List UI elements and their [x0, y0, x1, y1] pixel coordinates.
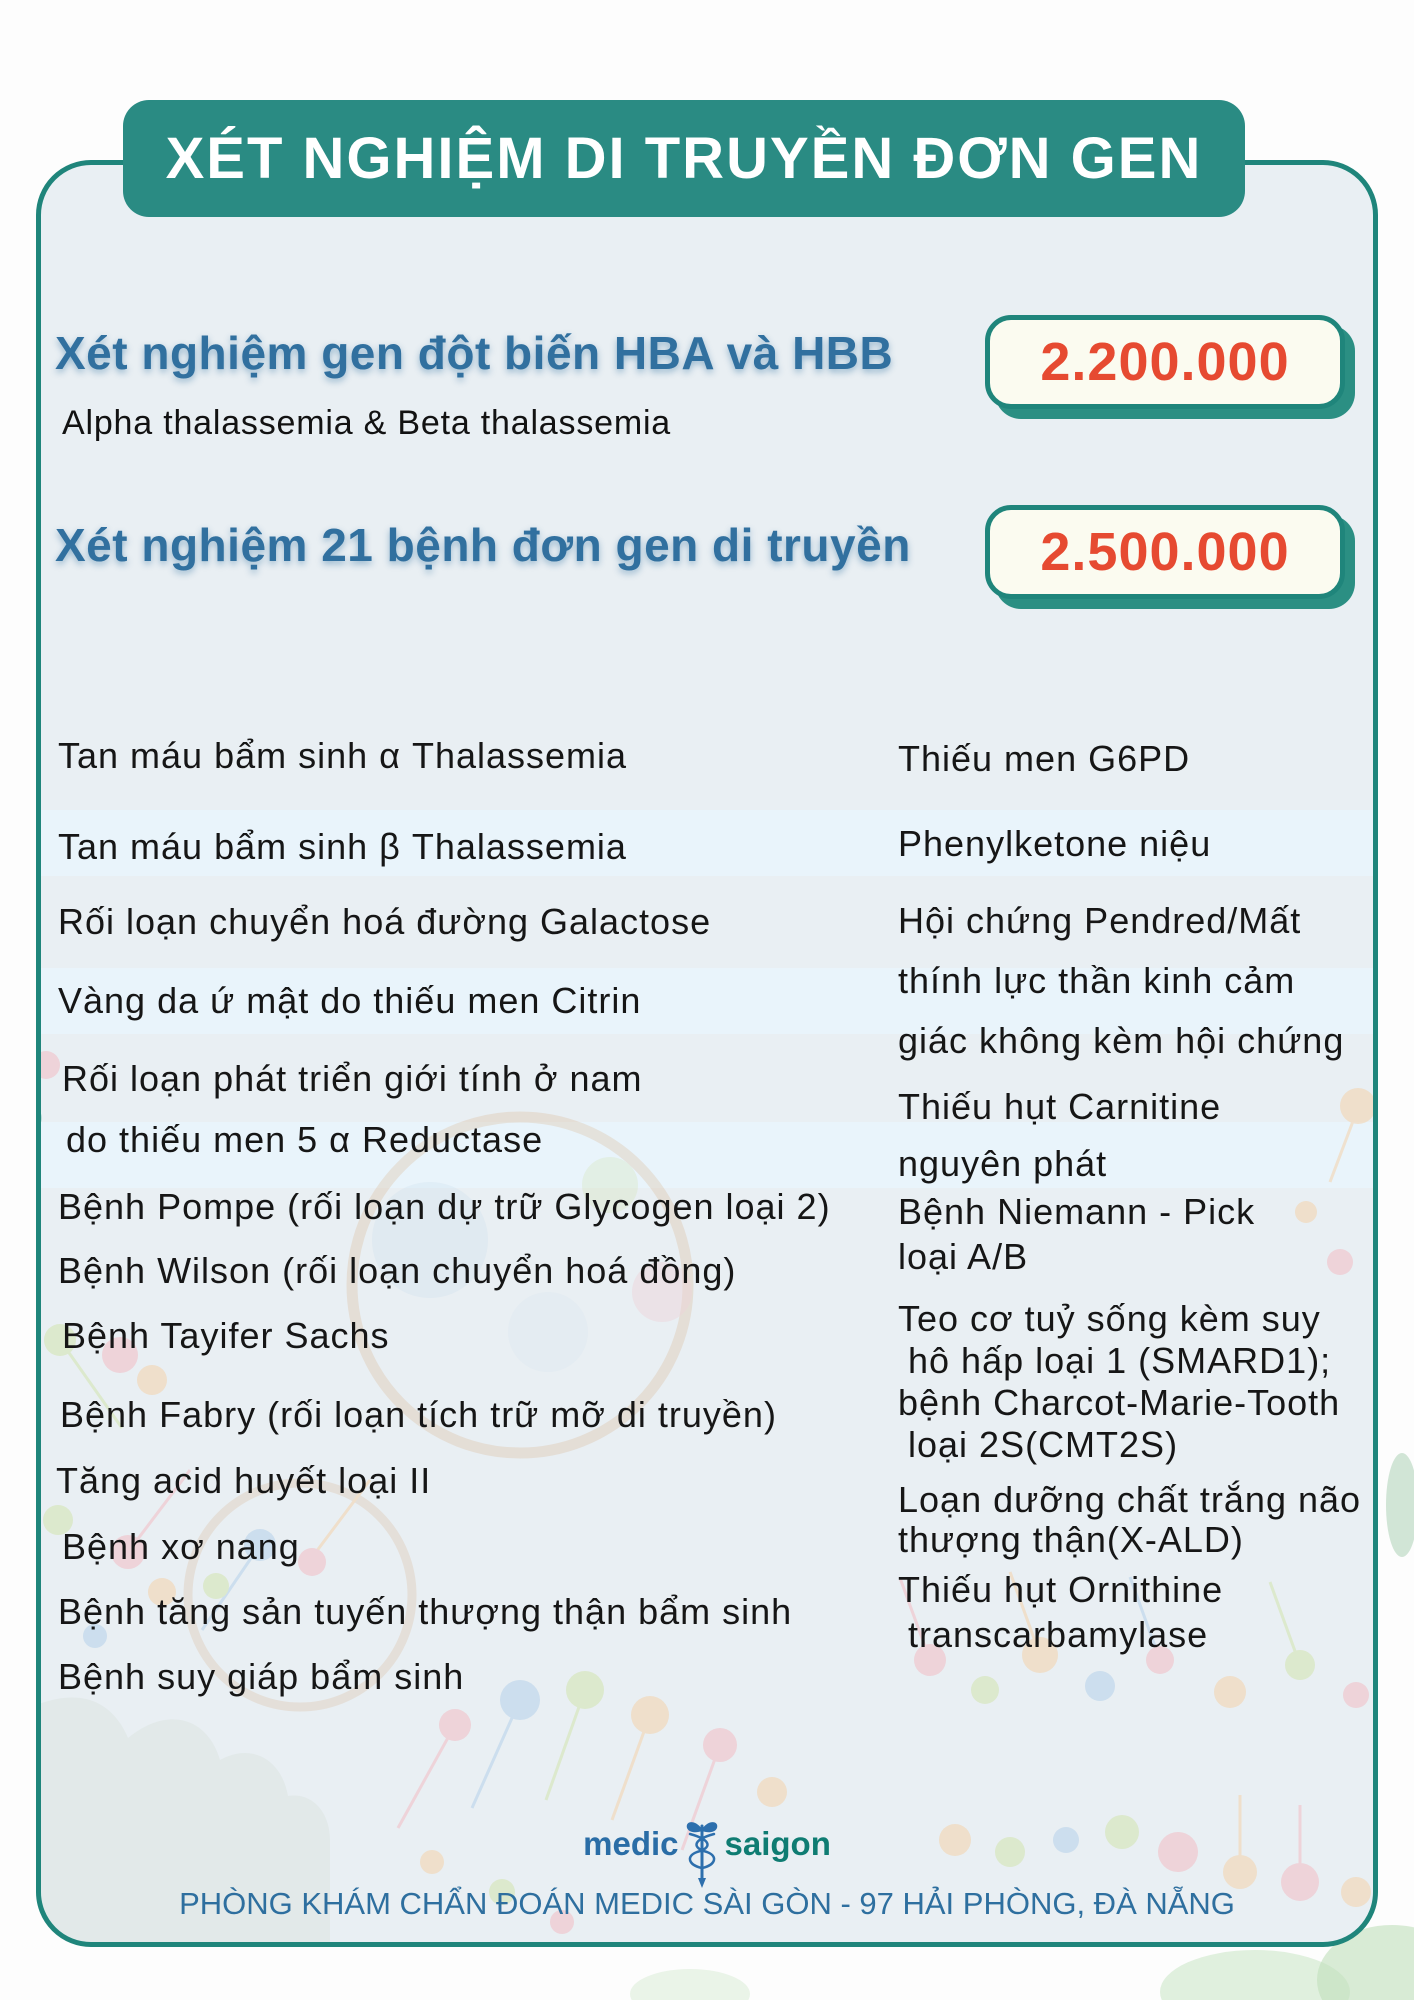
disease-item: Tăng acid huyết loại II — [56, 1460, 432, 1501]
disease-item: Bệnh Wilson (rối loạn chuyển hoá đồng) — [58, 1250, 737, 1291]
clinic-logo — [0, 1818, 1414, 1890]
disease-item: transcarbamylase — [908, 1614, 1209, 1655]
test-1-price-box — [985, 315, 1345, 409]
logo-medic-text: medic — [583, 1825, 679, 1862]
disease-item: Teo cơ tuỷ sống kèm suy — [898, 1298, 1321, 1339]
disease-item: Hội chứng Pendred/Mất — [898, 900, 1302, 941]
disease-item: do thiếu men 5 α Reductase — [66, 1119, 544, 1160]
disease-item: thính lực thần kinh cảm — [898, 960, 1296, 1001]
poster-title: XÉT NGHIỆM DI TRUYỀN ĐƠN GEN — [165, 126, 1203, 191]
disease-item: giác không kèm hội chứng — [898, 1020, 1345, 1061]
disease-item: Bệnh tăng sản tuyến thượng thận bẩm sinh — [58, 1591, 793, 1632]
disease-item: Tan máu bẩm sinh β Thalassemia — [58, 826, 627, 867]
disease-item: loại A/B — [898, 1236, 1029, 1277]
test-1-price: 2.200.000 — [1040, 332, 1290, 392]
header-banner — [123, 100, 1245, 217]
caduceus-icon — [682, 1818, 722, 1890]
test-2-name: Xét nghiệm 21 bệnh đơn gen di truyền — [55, 519, 911, 571]
disease-item: Rối loạn chuyển hoá đường Galactose — [58, 901, 712, 942]
logo-saigon-text: saigon — [724, 1825, 831, 1862]
disease-item: Bệnh Tayifer Sachs — [62, 1315, 390, 1356]
disease-item: Phenylketone niệu — [898, 823, 1212, 864]
disease-item: Loạn dưỡng chất trắng não — [898, 1479, 1362, 1520]
disease-item: Bệnh Niemann - Pick — [898, 1191, 1256, 1232]
clinic-address: PHÒNG KHÁM CHẨN ĐOÁN MEDIC SÀI GÒN - 97 HẢI PHÒNG, ĐÀ NẴNG — [179, 1886, 1235, 1921]
test-1-name: Xét nghiệm gen đột biến HBA và HBB — [55, 327, 894, 379]
disease-item: loại 2S(CMT2S) — [908, 1424, 1179, 1465]
disease-item: Bệnh suy giáp bẩm sinh — [58, 1656, 465, 1697]
disease-item: nguyên phát — [898, 1143, 1108, 1184]
disease-item: Bệnh Pompe (rối loạn dự trữ Glycogen loại 2) — [58, 1186, 831, 1227]
test-1-note: Alpha thalassemia & Beta thalassemia — [62, 404, 672, 442]
disease-item: Rối loạn phát triển giới tính ở nam — [62, 1058, 643, 1099]
disease-item: Tan máu bẩm sinh α Thalassemia — [58, 735, 628, 776]
disease-item: Thiếu men G6PD — [898, 738, 1191, 779]
disease-item: Thiếu hụt Carnitine — [898, 1086, 1222, 1127]
disease-item: Bệnh Fabry (rối loạn tích trữ mỡ di truyền) — [60, 1394, 777, 1435]
disease-item: Vàng da ứ mật do thiếu men Citrin — [58, 980, 642, 1021]
disease-item: Thiếu hụt Ornithine — [898, 1569, 1224, 1610]
disease-item: Bệnh xơ nang — [62, 1526, 300, 1567]
disease-item: bệnh Charcot-Marie-Tooth — [898, 1382, 1341, 1423]
test-2-price-box — [985, 505, 1345, 599]
test-2-price: 2.500.000 — [1040, 522, 1290, 582]
disease-item: thượng thận(X-ALD) — [898, 1519, 1244, 1560]
disease-item: hô hấp loại 1 (SMARD1); — [908, 1340, 1332, 1381]
